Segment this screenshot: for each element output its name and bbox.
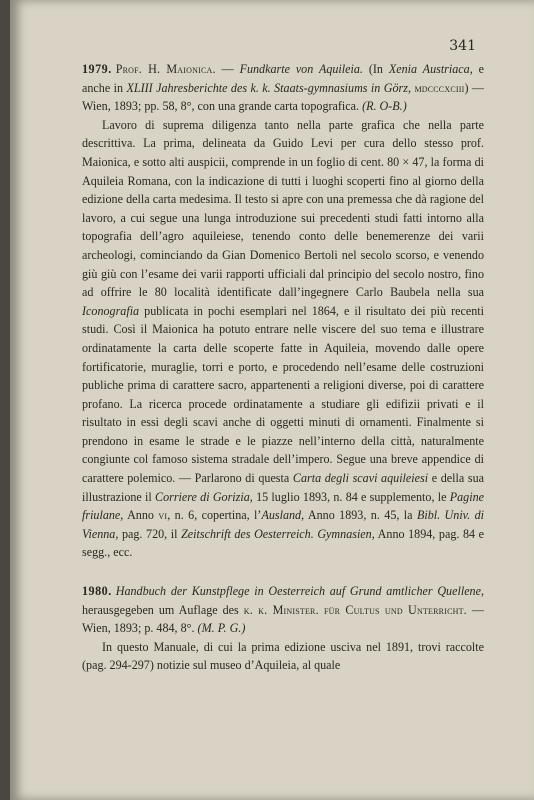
italic-text: Handbuch der Kunstpflege in Oesterreich auf Grund amtlicher Quellene, <box>115 584 484 599</box>
italic-text: (R. O-B.) <box>362 99 407 114</box>
text-segment: Anno <box>123 508 159 523</box>
book-page <box>10 0 534 800</box>
small-caps-text: Prof. H. Maionica. <box>115 62 216 76</box>
text-segment: Anno 1893, n. 45, la <box>304 508 417 523</box>
entry-number: 1980. <box>82 584 112 599</box>
small-caps-text: k. k. Minister. für Cultus und Unterricht. <box>243 602 467 617</box>
entry-heading <box>82 60 484 116</box>
text-segment: (In <box>362 62 389 76</box>
small-caps-text: mdcccxciii <box>414 80 465 95</box>
text-segment: pag. 720, il <box>118 526 182 541</box>
entry-number: 1979. <box>82 62 112 76</box>
italic-text: Iconografia <box>82 303 140 318</box>
text-segment: 15 luglio 1893, n. 84 e supplemento, le <box>252 489 450 504</box>
text-segment: — Wien, 1893; p. 484, 8°. <box>82 602 484 636</box>
entry-description <box>82 116 484 562</box>
entry-heading <box>82 582 484 638</box>
text-segment: In questo Manuale, di cui la prima edizione usciva nel 1891, trovi raccolte (pag. 294-297) notizie sul museo d’Aquileia, al quale <box>82 639 484 673</box>
text-segment: , n. 6, copertina, l’ <box>167 508 262 523</box>
page-number: 341 <box>449 38 476 54</box>
italic-text: (M. P. G.) <box>197 621 246 636</box>
entry-1979 <box>82 60 484 562</box>
page-body <box>82 60 484 675</box>
italic-text: Bibl. Univ. di Vienna, <box>82 508 484 541</box>
italic-text: XLIII Jahresberichte des k. k. Staats-gymnasiums in Görz, <box>126 80 411 95</box>
text-segment: publicata in pochi esemplari nel 1864, e il risultato dei più recenti studi. Così il Maionica ha potuto entrare nelle viscere del suo tema e illustrare ordinatamente la carta delle scoperte fatte in Aquileia, movendo dalle opere fortificatorie, muraglie, torri e porto, e procedendo nell’esame delle costruzioni publiche prima di carattere sacro, appartenenti a religioni diverse, poi di carattere profano. La ricerca procede ordinatamente a studiare gli edifizii privati e il risultato in essi degli scavi anche di oggetti minuti di ornamenti. Finalmente si prendono in esame le strade e le piazze nell’interno della città, naturalmente congiunte col famoso sistema stradale dell’impero. Segue una breve appendice di carattere polemico. — Parlarono di questa <box>82 303 484 486</box>
small-caps-text: vi <box>158 508 168 523</box>
text-segment: — <box>215 62 240 76</box>
entry-description <box>82 638 484 675</box>
text-segment: e della sua illustrazione il <box>82 471 484 504</box>
text-segment: Lavoro di suprema diligenza tanto nella parte grafica che nella parte descrittiva. La prima, delineata da Guido Levi per cura dello stesso prof. Maionica, e sotto alti auspicii, comprende in un foglio di cent. 80 × 47, la forma di Aquileia Romana, con la indicazione di tutti i luoghi scoperti fino al giorno della edizione della carta medesima. Il testo si apre con una premessa che dà ragione del lavoro, a cui segue una lunga introduzione sui precedenti studi fatti intorno alla topografia dell’agro aquileiese, tenendo conto delle benemerenze dei varii archeologi, cominciando da Gian Domenico Bertoli nel secolo scorso, e venendo giù giù con l’esame dei varii rapporti ufficiali dal principio del secolo nostro, fino ad offrire le 80 località identificate dall’ingegnere Carlo Baubela nella sua <box>82 117 484 300</box>
italic-text: Pagine friulane, <box>82 489 484 523</box>
italic-text: Xenia Austriaca, <box>388 62 473 76</box>
entry-citation <box>82 584 484 635</box>
italic-text: Carta degli scavi aquileiesi <box>292 471 429 486</box>
text-segment: herausgegeben um Auflage des <box>82 602 244 617</box>
text-segment: ) — Wien, 1893; pp. 58, 8°, con una grande carta topografica. <box>82 80 485 114</box>
italic-text: Fundkarte von Aquileia. <box>239 62 363 76</box>
entry-citation <box>82 62 484 113</box>
italic-text: Zeitschrift des Oesterreich. Gymnasien, <box>181 526 375 541</box>
italic-text: Ausland, <box>261 508 305 523</box>
text-segment: e anche in <box>82 62 484 95</box>
text-segment: Anno 1894, pag. 84 e segg., ecc. <box>82 526 484 560</box>
entry-1980 <box>82 582 484 675</box>
italic-text: Corriere di Gorizia, <box>155 489 253 504</box>
